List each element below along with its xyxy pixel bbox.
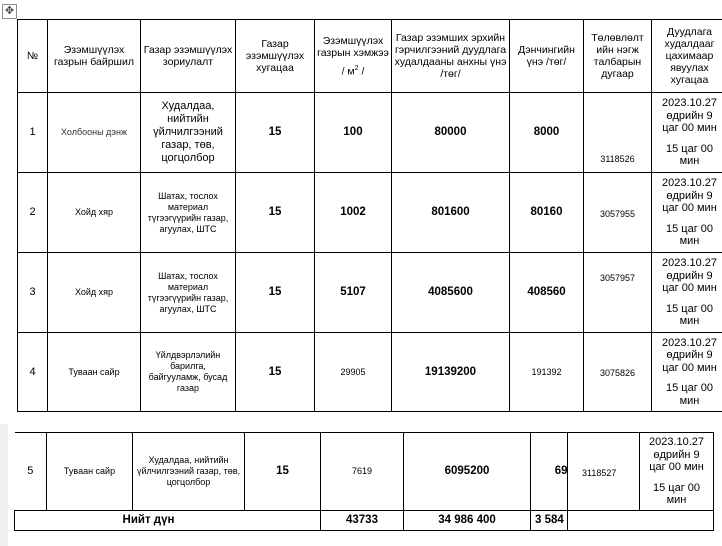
header-deposit: Дэнчингийн үнэ /төг/	[510, 20, 584, 93]
header-term: Газар эзэмшүүлэх хугацаа	[236, 20, 315, 93]
row-purpose: Шатах, тослох материал түгээгүүрийн газар, агуулах, ШТС	[141, 173, 236, 253]
header-auction-time: Дуудлага худалдааг цахимаар явуулах хугацаа	[652, 20, 722, 93]
table-row	[18, 253, 722, 333]
row-area: 7619	[321, 433, 404, 511]
row-account: 3118526	[584, 93, 652, 173]
row-purpose: Худалдаа, нийтийн үйлчилгээний газар, төв, цогцолбор	[133, 433, 245, 511]
row-term: 15	[236, 253, 315, 333]
header-area	[315, 20, 392, 93]
row-location: Хойд хяр	[48, 253, 141, 333]
table-row	[18, 333, 722, 412]
total-deposit: 3 584	[531, 511, 568, 531]
auction-to-hour: 15 цаг 00	[652, 481, 700, 494]
auction-to-hour: 15 цаг 00	[665, 222, 713, 235]
row-deposit: 80160	[510, 173, 584, 253]
row-auction-time	[652, 253, 722, 333]
auction-table	[17, 19, 722, 412]
header-area-unit-post: /	[358, 65, 365, 78]
row-deposit: 191392	[510, 333, 584, 412]
row-location: Холбооны дэнж	[48, 93, 141, 173]
auction-to-hour: 15 цаг 00	[665, 302, 713, 315]
row-term: 15	[236, 93, 315, 173]
row-area: 5107	[315, 253, 392, 333]
row-start-price: 80000	[392, 93, 510, 173]
table-row	[18, 93, 722, 173]
header-num: №	[18, 20, 48, 93]
table-move-handle-icon[interactable]: ✥	[2, 4, 17, 19]
row-account: 3075826	[584, 333, 652, 412]
header-area-unit	[317, 63, 389, 78]
auction-from-time: цаг 00 мин	[649, 461, 704, 474]
auction-to-hour: 15 цаг 00	[665, 382, 713, 395]
auction-date: 2023.10.27	[661, 257, 718, 270]
table-row	[15, 433, 568, 511]
row-area: 29905	[315, 333, 392, 412]
row-account: 3057957	[584, 253, 652, 333]
auction-date: 2023.10.27	[661, 336, 718, 349]
auction-table-continued-right	[567, 432, 714, 531]
auction-to-min: мин	[666, 494, 687, 507]
total-row	[15, 511, 568, 531]
row-deposit: 69	[531, 433, 568, 511]
auction-to-min: мин	[679, 315, 700, 328]
auction-to-min: мин	[679, 155, 700, 168]
row-auction-time	[652, 333, 722, 412]
total-start-price: 34 986 400	[404, 511, 531, 531]
header-start-price: Газар эзэмших эрхийн гэрчилгээний дуудлага худалдааны анхны үнэ /төг/	[392, 20, 510, 93]
table-row	[568, 433, 714, 511]
row-account: 3118527	[568, 433, 640, 511]
auction-day: өдрийн 9	[666, 269, 713, 282]
header-row	[18, 20, 722, 93]
row-purpose: Үйлдвэрлэлийн барилга, байгууламж, бусад газар	[141, 333, 236, 412]
row-auction-time	[652, 93, 722, 173]
row-auction-time	[652, 173, 722, 253]
row-account: 3057955	[584, 173, 652, 253]
auction-day: өдрийн 9	[666, 349, 713, 362]
auction-from-time: цаг 00 мин	[662, 282, 717, 295]
row-start-price: 6095200	[404, 433, 531, 511]
auction-to-min: мин	[679, 235, 700, 248]
row-area: 100	[315, 93, 392, 173]
auction-day: өдрийн 9	[653, 448, 700, 461]
auction-from-time: цаг 00 мин	[662, 122, 717, 135]
row-num: 5	[15, 433, 47, 511]
header-account: Төлөвлөлт ийн нэгж талбарын дугаар	[584, 20, 652, 93]
header-location: Эзэмшүүлэх газрын байршил	[48, 20, 141, 93]
row-term: 15	[236, 333, 315, 412]
auction-date: 2023.10.27	[648, 436, 705, 449]
auction-table-continued	[14, 432, 568, 531]
row-term: 15	[245, 433, 321, 511]
header-purpose: Газар эзэмшүүлэх зориулалт	[141, 20, 236, 93]
page-margin-bar	[0, 424, 8, 546]
header-area-unit-pre: / м	[341, 65, 355, 78]
header-area-label: Эзэмшүүлэх газрын хэмжээ	[317, 34, 389, 59]
row-term: 15	[236, 173, 315, 253]
row-start-price: 4085600	[392, 253, 510, 333]
auction-day: өдрийн 9	[666, 109, 713, 122]
row-num: 4	[18, 333, 48, 412]
row-num: 2	[18, 173, 48, 253]
total-label: Нийт дүн	[15, 511, 321, 531]
row-location: Туваан сайр	[48, 333, 141, 412]
total-right-empty	[568, 511, 714, 531]
total-row-right	[568, 511, 714, 531]
auction-day: өдрийн 9	[666, 189, 713, 202]
row-location: Хойд хяр	[48, 173, 141, 253]
auction-from-time: цаг 00 мин	[662, 361, 717, 374]
row-purpose: Худалдаа, нийтийн үйлчилгээний газар, төв, цогцолбор	[141, 93, 236, 173]
auction-to-hour: 15 цаг 00	[665, 142, 713, 155]
row-area: 1002	[315, 173, 392, 253]
row-start-price: 19139200	[392, 333, 510, 412]
row-deposit: 8000	[510, 93, 584, 173]
row-num: 3	[18, 253, 48, 333]
row-purpose: Шатах, тослох материал түгээгүүрийн газар, агуулах, ШТС	[141, 253, 236, 333]
auction-date: 2023.10.27	[661, 177, 718, 190]
table-row	[18, 173, 722, 253]
auction-from-time: цаг 00 мин	[662, 202, 717, 215]
header-area-unit-sup: 2	[354, 64, 359, 72]
auction-date: 2023.10.27	[661, 97, 718, 110]
row-num: 1	[18, 93, 48, 173]
row-deposit: 408560	[510, 253, 584, 333]
row-auction-time	[640, 433, 714, 511]
auction-to-min: мин	[679, 394, 700, 407]
total-area: 43733	[321, 511, 404, 531]
row-start-price: 801600	[392, 173, 510, 253]
row-location: Туваан сайр	[47, 433, 133, 511]
